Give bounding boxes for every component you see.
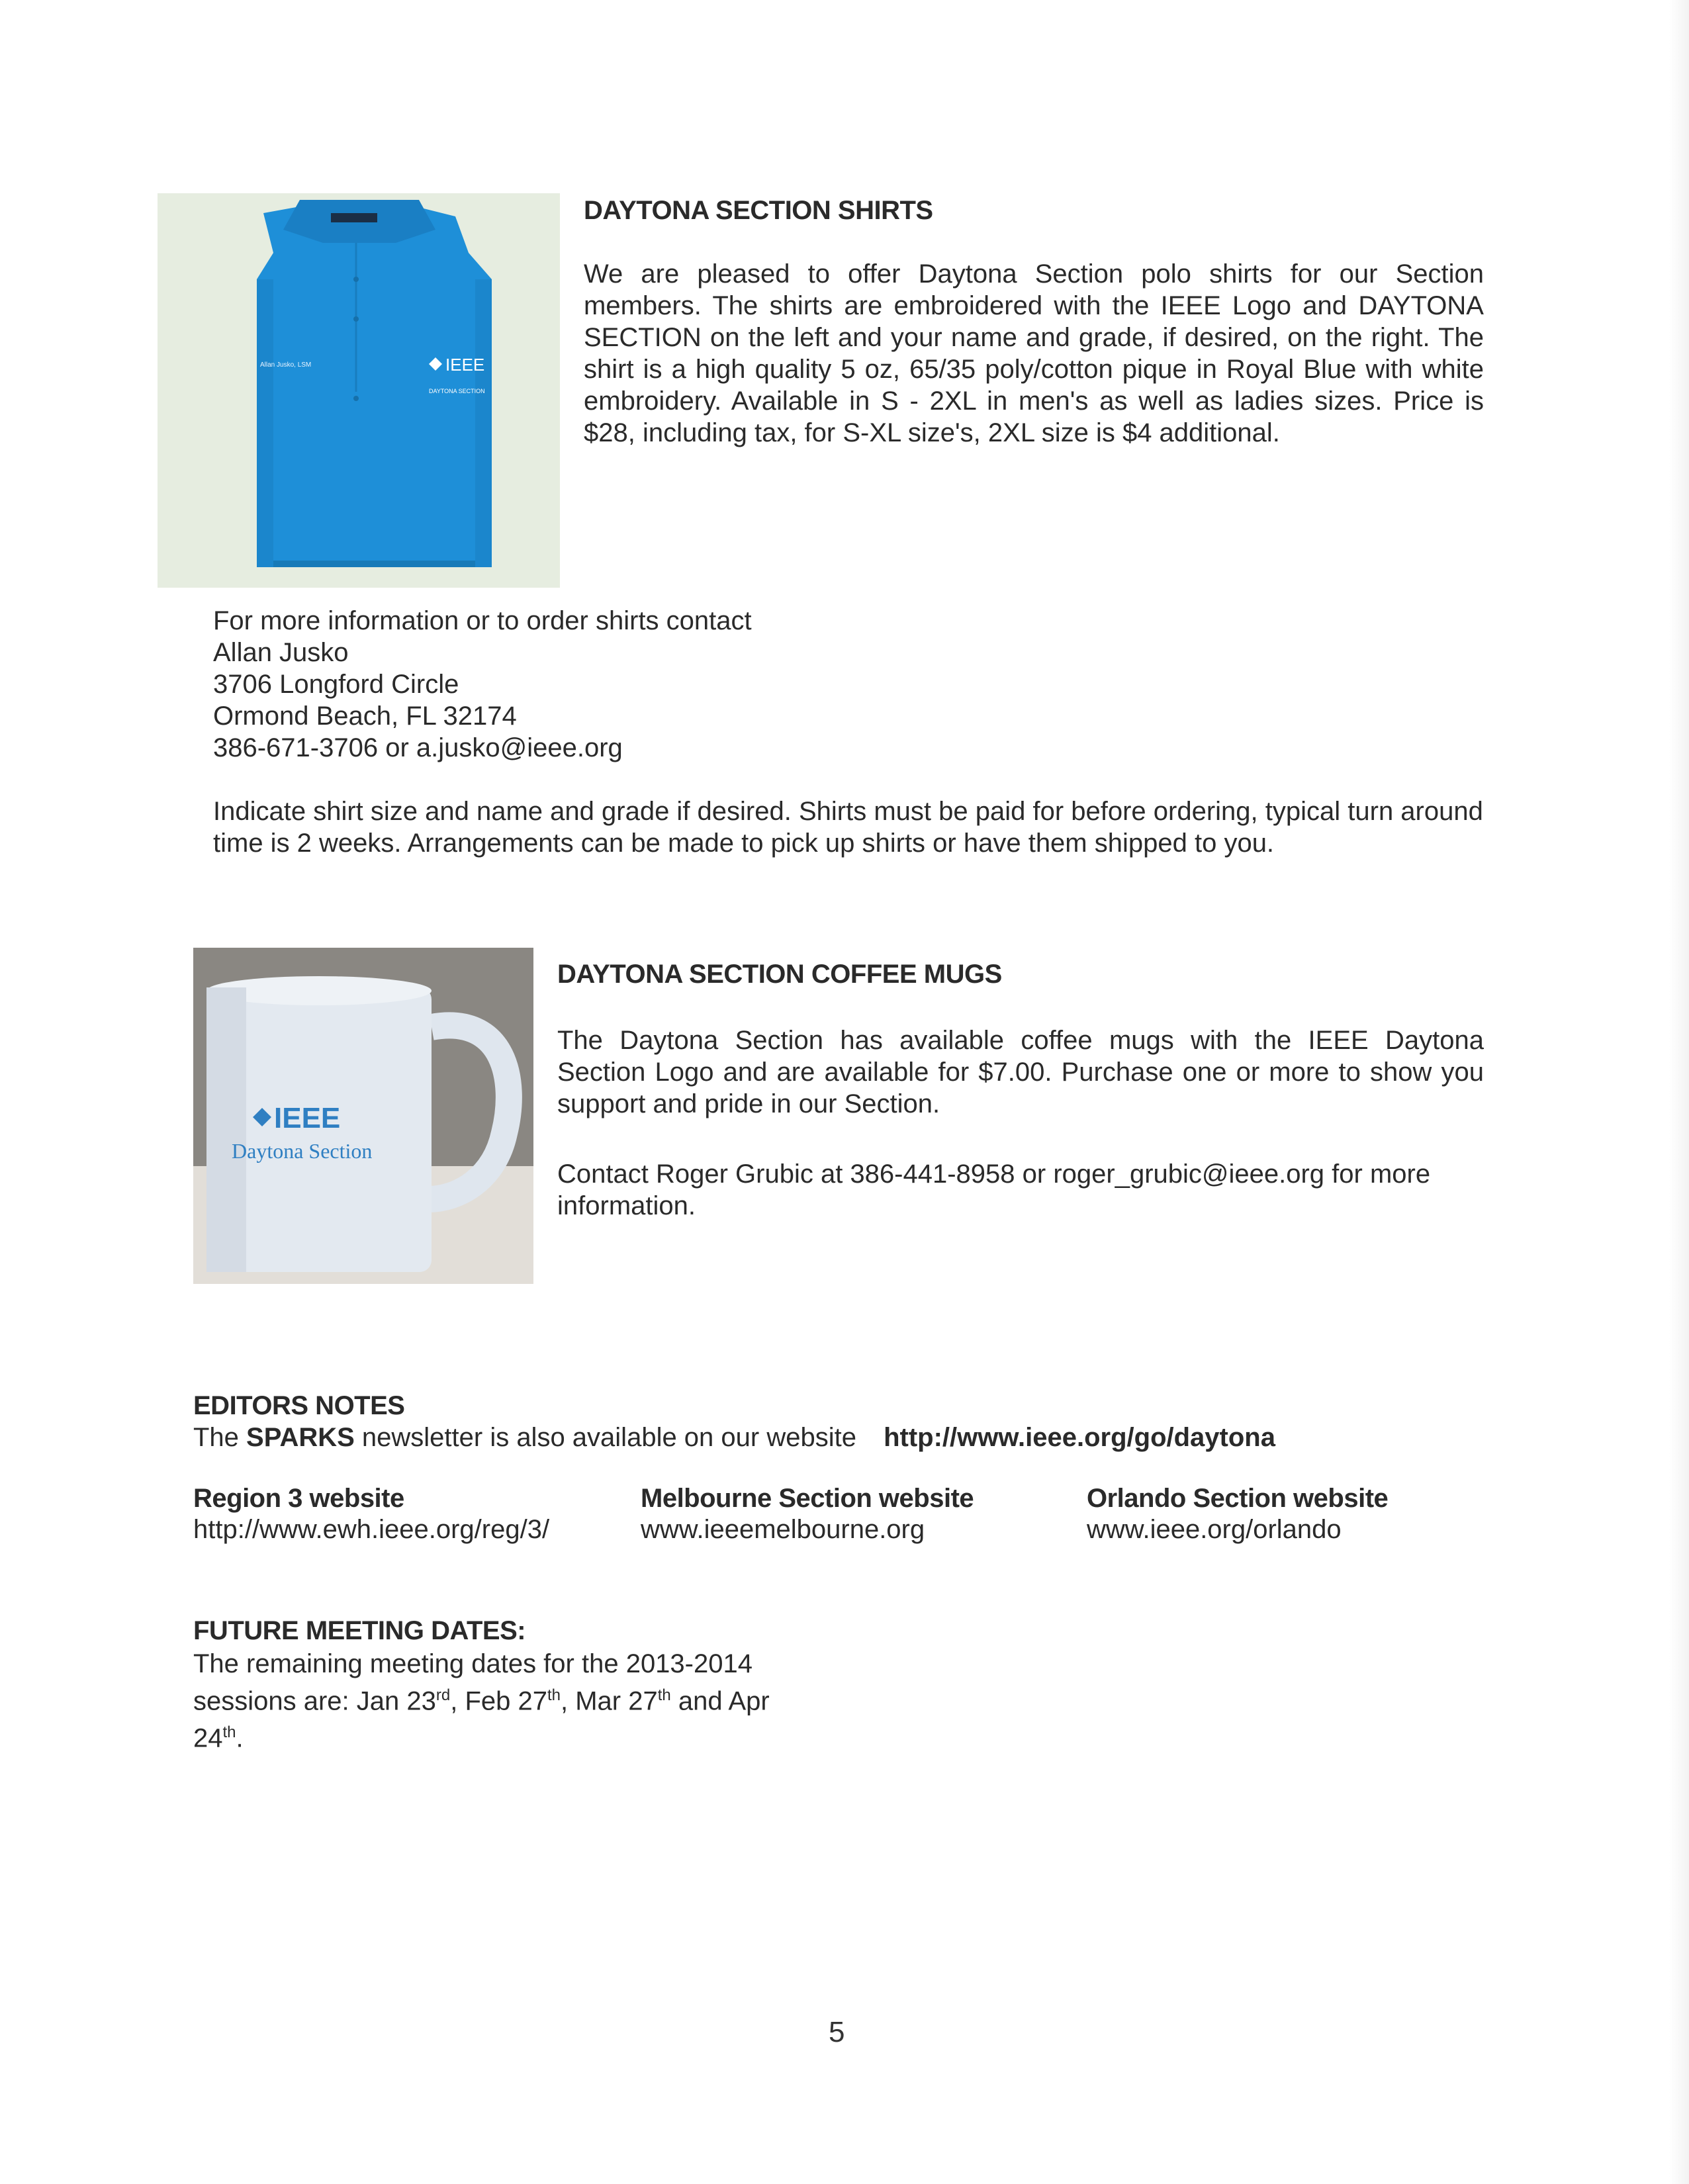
mug-ieee-text: IEEE xyxy=(274,1102,341,1134)
editors-text-after: newsletter is also available on our website xyxy=(354,1423,856,1452)
melbourne-website xyxy=(641,1484,974,1545)
shirts-order-note: Indicate shirt size and name and grade if desired. Shirts must be paid for before ordering, typical turn around time is 2 weeks. Arrangements can be made to pick up shirts or have them shipped to you. xyxy=(213,797,1483,858)
page-number: 5 xyxy=(829,2016,845,2048)
shirt-ieee-text: IEEE xyxy=(445,355,485,375)
shirts-heading: DAYTONA SECTION SHIRTS xyxy=(584,196,933,225)
orlando-label: Orlando Section website xyxy=(1087,1484,1389,1513)
meetings-line2 xyxy=(193,1680,770,1717)
region3-url[interactable]: http://www.ewh.ieee.org/reg/3/ xyxy=(193,1515,550,1544)
meetings-heading: FUTURE MEETING DATES: xyxy=(193,1616,526,1645)
meetings-jan: sessions are: Jan 23 xyxy=(193,1686,436,1716)
meetings-24: 24 xyxy=(193,1723,223,1753)
shirts-contact-block xyxy=(213,605,752,764)
meetings-feb: , Feb 27 xyxy=(450,1686,547,1716)
orlando-url[interactable]: www.ieee.org/orlando xyxy=(1087,1515,1342,1544)
mug-section-text: Daytona Section xyxy=(232,1139,373,1163)
sup-rd: rd xyxy=(435,1686,451,1704)
meetings-line3 xyxy=(193,1717,770,1754)
contact-name: Allan Jusko xyxy=(213,638,349,667)
editors-text-before: The xyxy=(193,1423,247,1452)
meetings-mar: , Mar 27 xyxy=(561,1686,658,1716)
mugs-contact: Contact Roger Grubic at 386-441-8958 or roger_grubic@ieee.org for more information. xyxy=(557,1160,1431,1220)
shirts-body: We are pleased to offer Daytona Section polo shirts for our Section members. The shirts are embroidered with the IEEE Logo and DAYTONA SECTION on the left and your name and grade, if desired, on the right. The shirt is a high quality 5 oz, 65/35 poly/cotton pique in Royal Blue with white embroidery. Available in S - 2XL in men's as well as ladies sizes. Price is $28, including tax, for S-XL size's, 2XL size is $4 additional. xyxy=(584,259,1484,447)
shirt-section-text: DAYTONA SECTION xyxy=(429,388,485,394)
contact-city: Ormond Beach, FL 32174 xyxy=(213,702,517,731)
sup-th-3: th xyxy=(222,1723,236,1742)
meetings-period: . xyxy=(236,1723,244,1753)
sup-th-1: th xyxy=(547,1686,561,1704)
orlando-website xyxy=(1087,1484,1388,1545)
meetings-apr: and Apr xyxy=(670,1686,770,1716)
sparks-name: SPARKS xyxy=(246,1423,355,1452)
contact-intro: For more information or to order shirts contact xyxy=(213,606,752,635)
meetings-text xyxy=(193,1648,770,1754)
daytona-website-link[interactable]: http://www.ieee.org/go/daytona xyxy=(884,1423,1275,1452)
sup-th-2: th xyxy=(657,1686,671,1704)
melbourne-url[interactable]: www.ieeemelbourne.org xyxy=(641,1515,925,1544)
polo-shirt-image xyxy=(158,193,560,588)
mug-photo xyxy=(193,948,533,1284)
contact-phone-email: 386-671-3706 or a.jusko@ieee.org xyxy=(213,733,623,762)
region3-label: Region 3 website xyxy=(193,1484,404,1513)
mugs-heading: DAYTONA SECTION COFFEE MUGS xyxy=(557,960,1002,989)
page-edge-shadow xyxy=(1669,0,1689,2184)
region3-website xyxy=(193,1484,549,1545)
shirt-photo xyxy=(158,193,560,588)
coffee-mug-image xyxy=(193,948,533,1284)
editors-heading: EDITORS NOTES xyxy=(193,1391,405,1420)
mugs-body: The Daytona Section has available coffee mugs with the IEEE Daytona Section Logo and are available for $7.00. Purchase one or more to show you support and pride in our Section. xyxy=(557,1026,1484,1118)
contact-street: 3706 Longford Circle xyxy=(213,670,459,699)
melbourne-label: Melbourne Section website xyxy=(641,1484,974,1513)
shirt-name-text: Allan Jusko, LSM xyxy=(260,361,312,369)
meetings-line1: The remaining meeting dates for the 2013-2014 xyxy=(193,1649,753,1678)
editors-text xyxy=(193,1422,1275,1453)
